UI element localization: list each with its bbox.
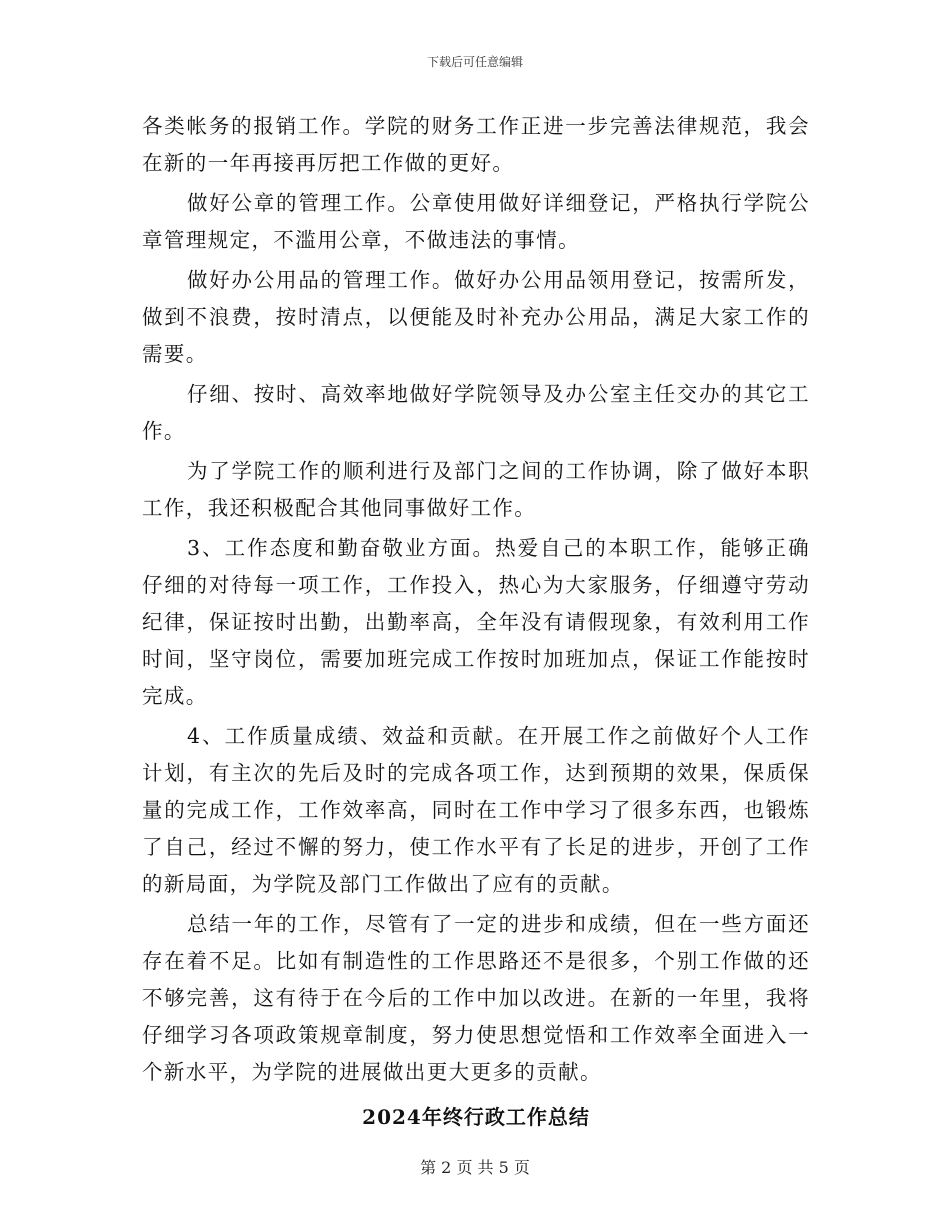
paragraph-work-attitude: 3、工作态度和勤奋敬业方面。热爱自己的本职工作，能够正确仔细的对待每一项工作，工作投入，热心为大家服务，仔细遵守劳动纪律，保证按时出勤，出勤率高，全年没有请假现象，有效利用工作时间，坚守岗位，需要加班完成工作按时加班加点，保证工作能按时完成。 [142, 536, 810, 708]
paragraph-cooperation: 为了学院工作的顺利进行及部门之间的工作协调，除了做好本职工作，我还积极配合其他同事做好工作。 [142, 459, 810, 520]
paragraph-work-quality: 4、工作质量成绩、效益和贡献。在开展工作之前做好个人工作计划，有主次的先后及时的完成各项工作，达到预期的效果，保质保量的完成工作，工作效率高，同时在工作中学习了很多东西，也锻炼了自己，经过不懈的努力，使工作水平有了长足的进步，开创了工作的新局面，为学院及部门工作做出了应有的贡献。 [142, 724, 810, 896]
paragraph-office-supplies: 做好办公用品的管理工作。做好办公用品领用登记，按需所发，做到不浪费，按时清点，以便能及时补充办公用品，满足大家工作的需要。 [142, 268, 810, 366]
document-title: 2024年终行政工作总结 [362, 1105, 590, 1129]
page-number: 第 2 页 共 5 页 [420, 1158, 530, 1177]
paragraph-seal-management: 做好公章的管理工作。公章使用做好详细登记，严格执行学院公章管理规定，不滥用公章，不做违法的事情。 [142, 191, 810, 252]
paragraph-summary: 总结一年的工作，尽管有了一定的进步和成绩，但在一些方面还存在着不足。比如有制造性的工作思路还不是很多，个别工作做的还不够完善，这有待于在今后的工作中加以改进。在新的一年里，我将仔细学习各项政策规章制度，努力使思想觉悟和工作效率全面进入一个新水平，为学院的进展做出更大更多的贡献。 [142, 912, 810, 1084]
header-note: 下载后可任意编辑 [426, 55, 523, 69]
paragraph-continued: 各类帐务的报销工作。学院的财务工作正进一步完善法律规范，我会在新的一年再接再厉把工作做的更好。 [142, 114, 810, 175]
paragraph-assigned-tasks: 仔细、按时、高效率地做好学院领导及办公室主任交办的其它工作。 [142, 382, 810, 443]
document-body [142, 108, 810, 1136]
